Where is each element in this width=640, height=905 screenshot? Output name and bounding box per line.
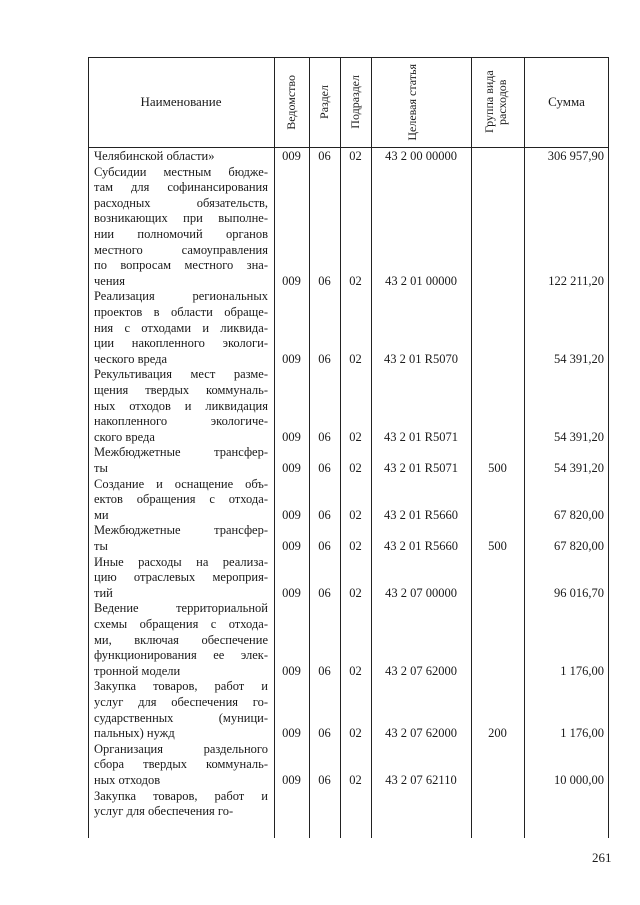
cell-celevaya: 43 2 01 R5071 (384, 429, 458, 444)
budget-table (88, 57, 609, 838)
cell-summa: 54 391,20 (554, 351, 604, 366)
row-name-line: проектов в области обраще- (94, 305, 268, 319)
row-name-line: пальных) нужд (94, 726, 175, 741)
row-name-line: сбора твердых коммуналь- (94, 757, 268, 772)
cell-celevaya: 43 2 07 62110 (385, 773, 457, 787)
cell-summa: 1 176,00 (560, 663, 604, 678)
row-name-line: ных отходов и ликвидация (94, 398, 268, 413)
cell-razdel: 06 (318, 726, 331, 741)
cell-celevaya: 43 2 01 R5070 (384, 351, 458, 366)
cell-podrazdel: 02 (349, 585, 362, 600)
cell-gruppa: 500 (488, 539, 507, 553)
row-name-line: Ведение территориальной (94, 601, 268, 616)
row-name-line: щения твердых коммуналь- (94, 383, 268, 397)
cell-razdel: 06 (318, 773, 331, 787)
row-name-line: услуг для обеспечения го- (94, 695, 268, 709)
row-name-line: Межбюджетные трансфер- (94, 523, 268, 538)
row-name-line: ции накопленного экологи- (94, 336, 268, 351)
cell-vedomstvo: 009 (282, 539, 301, 553)
cell-gruppa (471, 508, 524, 524)
column-divider (608, 57, 609, 838)
cell-gruppa (471, 586, 524, 602)
header-vedomstvo: Ведомство (284, 74, 298, 130)
row-name-line: ния с отходами и ликвида- (94, 320, 268, 335)
cell-celevaya: 43 2 01 R5660 (384, 539, 458, 553)
row-name-line: функционирования ее элек- (94, 648, 268, 663)
row-name-line: тронной модели (94, 663, 181, 678)
column-divider (340, 57, 341, 838)
row-name-line: расходных обязательств, (94, 195, 268, 210)
column-divider (371, 57, 372, 838)
page-number: 261 (592, 850, 612, 865)
cell-razdel: 06 (318, 351, 331, 366)
cell-podrazdel: 02 (349, 461, 362, 475)
cell-celevaya (371, 804, 471, 820)
cell-summa: 54 391,20 (554, 461, 604, 475)
cell-celevaya: 43 2 01 00000 (385, 273, 457, 288)
row-name-line: нии полномочий органов (94, 227, 268, 241)
row-name-line: Иные расходы на реализа- (94, 554, 268, 569)
row-name-line: Создание и оснащение объ- (94, 476, 268, 491)
cell-gruppa: 500 (488, 461, 507, 475)
row-name-line: сударственных (муници- (94, 710, 268, 725)
cell-gruppa (471, 773, 524, 789)
cell-summa: 67 820,00 (554, 507, 604, 522)
cell-vedomstvo: 009 (282, 663, 301, 678)
cell-razdel: 06 (318, 273, 331, 288)
row-name-line: цию отраслевых мероприя- (94, 570, 268, 585)
row-name-line: ных отходов (94, 773, 161, 787)
row-name-line: Реализация региональных (94, 289, 268, 304)
row-name-line: Рекультивация мест разме- (94, 367, 268, 382)
cell-summa: 54 391,20 (554, 429, 604, 444)
cell-vedomstvo: 009 (282, 429, 301, 444)
row-name-line: там для софинансирования (94, 180, 268, 195)
row-name-line: ты (94, 461, 108, 475)
cell-vedomstvo: 009 (282, 507, 301, 522)
cell-summa: 306 957,90 (547, 149, 604, 163)
cell-gruppa (471, 149, 524, 165)
header-summa: Сумма (548, 94, 585, 109)
cell-celevaya: 43 2 00 00000 (385, 149, 457, 163)
cell-razdel: 06 (318, 585, 331, 600)
row-name-line: чения (94, 273, 125, 288)
row-name-line: ми, включая обеспечение (94, 632, 268, 647)
row-name-line: схемы обращения с отхода- (94, 617, 268, 631)
cell-gruppa (471, 274, 524, 290)
cell-podrazdel: 02 (349, 429, 362, 444)
cell-celevaya: 43 2 07 62000 (385, 663, 457, 678)
cell-summa: 1 176,00 (560, 726, 604, 741)
header-celevaya: Целевая статья (405, 63, 419, 141)
cell-razdel: 06 (318, 461, 331, 475)
row-name-line: ческого вреда (94, 351, 168, 366)
row-name-line: ми (94, 507, 109, 522)
cell-razdel: 06 (318, 539, 331, 553)
row-name-line: Межбюджетные трансфер- (94, 445, 268, 460)
row-name-line: ского вреда (94, 429, 155, 444)
row-name-line: по вопросам местного зна- (94, 258, 268, 273)
cell-razdel: 06 (318, 663, 331, 678)
row-name-line: Субсидии местным бюдже- (94, 164, 268, 179)
cell-summa: 10 000,00 (554, 773, 604, 787)
header-gruppa: Группа вида расходов (481, 70, 509, 134)
row-name-line: Закупка товаров, работ и (94, 679, 268, 694)
cell-vedomstvo: 009 (282, 585, 301, 600)
cell-celevaya: 43 2 07 00000 (385, 585, 457, 600)
row-name-line: ектов обращения с отхода- (94, 492, 268, 507)
cell-summa: 96 016,70 (554, 585, 604, 600)
cell-podrazdel: 02 (349, 507, 362, 522)
cell-celevaya: 43 2 01 R5660 (384, 507, 458, 522)
cell-gruppa (471, 352, 524, 368)
column-divider (309, 57, 310, 838)
cell-vedomstvo: 009 (282, 461, 301, 475)
cell-podrazdel: 02 (349, 773, 362, 787)
cell-vedomstvo: 009 (282, 351, 301, 366)
cell-summa: 122 211,20 (548, 273, 604, 288)
cell-razdel: 06 (318, 429, 331, 444)
row-name-line: тий (94, 585, 113, 600)
row-name-line: возникающих при выполне- (94, 211, 268, 226)
header-name: Наименование (140, 94, 222, 109)
cell-vedomstvo: 009 (282, 149, 301, 163)
cell-razdel: 06 (318, 507, 331, 522)
cell-podrazdel: 02 (349, 351, 362, 366)
header-podrazdel: Подраздел (348, 75, 362, 129)
header-razdel: Раздел (317, 85, 331, 119)
cell-podrazdel: 02 (349, 539, 362, 553)
cell-gruppa (471, 664, 524, 680)
cell-summa (524, 804, 604, 820)
cell-podrazdel: 02 (349, 663, 362, 678)
cell-podrazdel: 02 (349, 726, 362, 741)
cell-vedomstvo (274, 804, 309, 820)
column-divider (524, 57, 525, 838)
cell-summa: 67 820,00 (554, 539, 604, 553)
cell-vedomstvo: 009 (282, 773, 301, 787)
cell-gruppa (471, 804, 524, 820)
cell-razdel (309, 804, 340, 820)
cell-celevaya: 43 2 07 62000 (385, 726, 457, 741)
cell-vedomstvo: 009 (282, 726, 301, 741)
cell-podrazdel: 02 (349, 149, 362, 163)
cell-podrazdel: 02 (349, 273, 362, 288)
cell-gruppa (471, 430, 524, 446)
row-name-line: местного самоуправления (94, 242, 268, 257)
row-name-line: услуг для обеспечения го- (94, 804, 234, 819)
row-name-line: ты (94, 539, 108, 553)
column-divider (471, 57, 472, 838)
cell-podrazdel (340, 804, 371, 820)
column-divider (274, 57, 275, 838)
row-name-line: Организация раздельного (94, 741, 268, 756)
row-name-line: Закупка товаров, работ и (94, 788, 268, 803)
cell-gruppa: 200 (488, 726, 507, 741)
cell-vedomstvo: 009 (282, 273, 301, 288)
row-name-line: Челябинской области» (94, 149, 215, 163)
column-divider (88, 57, 89, 838)
header-bottom-border (88, 147, 609, 148)
cell-celevaya: 43 2 01 R5071 (384, 461, 458, 475)
row-name-line: накопленного экологиче- (94, 414, 268, 429)
cell-razdel: 06 (318, 149, 331, 163)
